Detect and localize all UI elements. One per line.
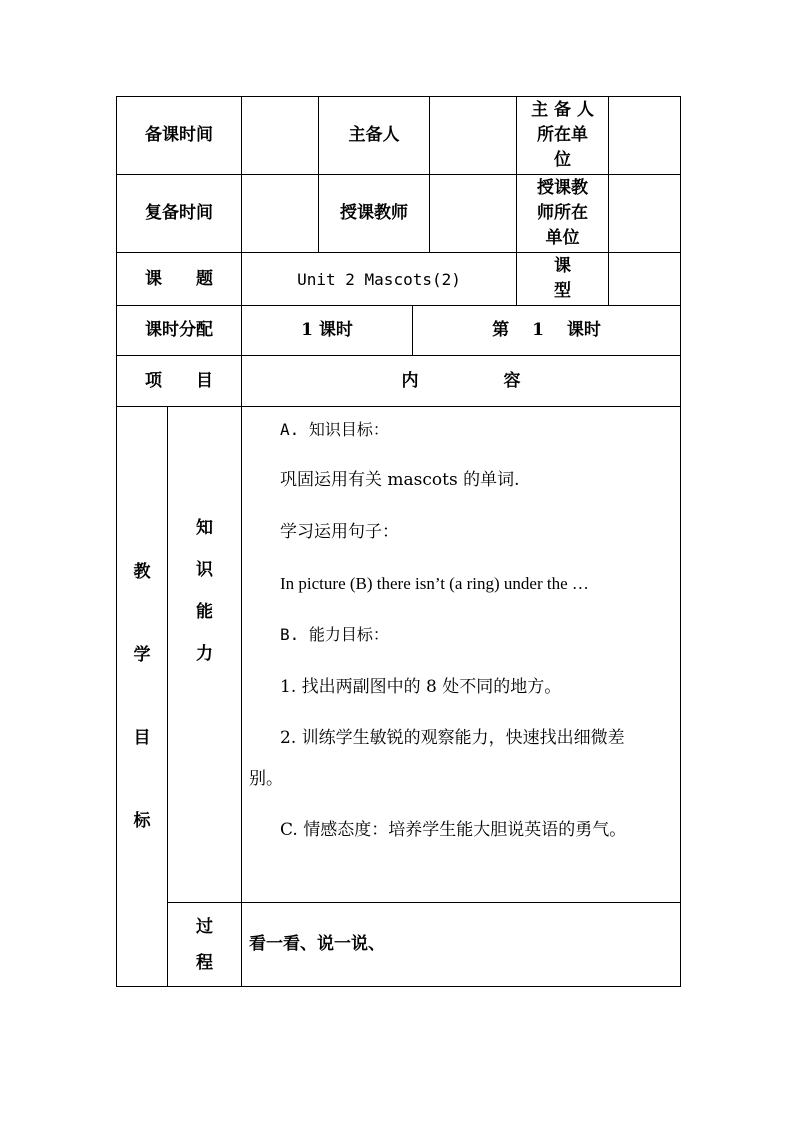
knowledge-char-4: 力 xyxy=(196,643,213,664)
teaching-objectives-label xyxy=(117,407,167,986)
hours-value: 1 课时 xyxy=(301,320,353,340)
hours-label: 课时分配 xyxy=(145,320,213,340)
topic-value: Unit 2 Mascots(2) xyxy=(297,269,461,289)
teacher-unit-value xyxy=(609,175,680,252)
process-label xyxy=(168,903,241,986)
objectives-char-1: 教 xyxy=(133,561,151,582)
main-preparer-value xyxy=(430,97,516,174)
content-label: 内 容 xyxy=(401,370,521,391)
process-content: 看一看、说一说、 xyxy=(249,934,385,954)
objectives-char-3: 目 xyxy=(133,727,151,748)
process-char-1: 过 xyxy=(196,916,213,937)
main-preparer-unit-label-line3: 位 xyxy=(554,150,571,170)
ability-goal-line2: 2. 训练学生敏锐的观察能力，快速找出细微差 xyxy=(280,728,625,748)
process-char-2: 程 xyxy=(196,952,213,973)
knowledge-char-1: 知 xyxy=(196,517,213,538)
knowledge-goal-heading: A. 知识目标： xyxy=(280,420,389,439)
lesson-type-value xyxy=(609,253,680,305)
knowledge-ability-label xyxy=(168,407,241,902)
main-preparer-label: 主备人 xyxy=(348,125,400,145)
knowledge-goal-line2: 学习运用句子： xyxy=(280,522,399,542)
lesson-type-label xyxy=(517,253,608,305)
teacher-label: 授课教师 xyxy=(340,203,408,223)
lesson-type-label-line2: 型 xyxy=(554,281,571,301)
main-preparer-unit-label-line2: 所在单 xyxy=(537,125,588,145)
teacher-unit-label-line3: 单位 xyxy=(545,228,580,248)
main-preparer-unit-value xyxy=(609,97,680,174)
ability-goal-heading: B. 能力目标： xyxy=(280,625,389,644)
teacher-value xyxy=(430,175,516,252)
ability-goal-line2-cont: 别。 xyxy=(249,769,283,789)
main-preparer-unit-label-line1: 主 备 人 xyxy=(531,100,594,120)
knowledge-goal-line1: 巩固运用有关 mascots 的单词. xyxy=(280,470,520,490)
item-label: 项 目 xyxy=(145,370,213,391)
objectives-char-2: 学 xyxy=(133,644,151,665)
period-label: 第 1 课时 xyxy=(492,320,601,340)
ability-goal-line1: 1. 找出两副图中的 8 处不同的地方。 xyxy=(280,677,562,697)
teacher-unit-label xyxy=(517,175,608,252)
teacher-unit-label-line2: 师所在 xyxy=(537,203,588,223)
teacher-unit-label-line1: 授课教 xyxy=(537,178,588,198)
review-time-value xyxy=(242,175,318,252)
objectives-char-4: 标 xyxy=(133,810,151,831)
knowledge-char-3: 能 xyxy=(196,601,213,622)
prep-time-label: 备课时间 xyxy=(145,125,213,145)
topic-label: 课 题 xyxy=(145,268,213,289)
main-preparer-unit-label xyxy=(517,97,608,174)
lesson-type-label-line1: 课 xyxy=(554,256,571,276)
knowledge-goal-sentence: In picture (B) there isn’t (a ring) under the … xyxy=(280,574,589,593)
emotion-goal: C. 情感态度：培养学生能大胆说英语的勇气。 xyxy=(280,820,627,840)
review-time-label: 复备时间 xyxy=(145,203,213,223)
knowledge-char-2: 识 xyxy=(196,559,213,580)
prep-time-value xyxy=(242,97,318,174)
